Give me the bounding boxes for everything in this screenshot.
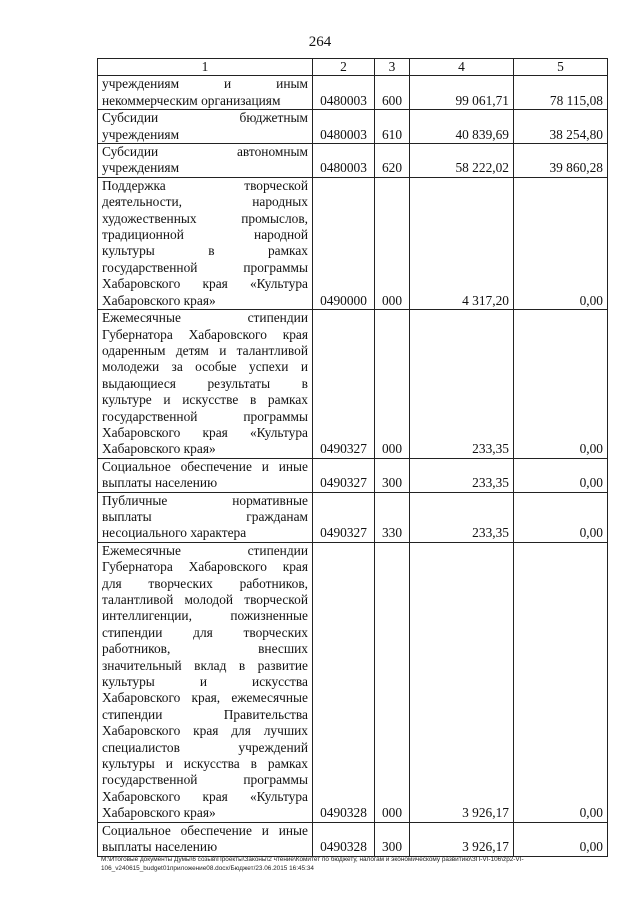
- row-name-line: выплаты населению: [102, 475, 218, 491]
- row-name-line: традиционной народной: [102, 227, 308, 243]
- row-name-line: Субсидии автономным: [102, 144, 308, 160]
- row-name-line: государственной программы: [102, 772, 308, 788]
- table-row: [98, 144, 608, 178]
- row-name-line: стипендии Правительства: [102, 706, 308, 722]
- row-name-line: Хабаровского края «Культура: [102, 276, 308, 292]
- table-row: [98, 492, 608, 542]
- row-code-cell: 0480003: [313, 110, 375, 144]
- footer-line-1: M:\Итоговые документы Думы\6 созыв\Проекты\Законы\2 чтение\Комитет по бюджету, налогам и экономическому развитию\ЗП-VI-106\zp2-VI-: [101, 856, 524, 863]
- table-row: [98, 76, 608, 110]
- row-value-col4-cell: 58 222,02: [410, 144, 514, 178]
- row-value-col4-cell: 3 926,17: [410, 542, 514, 822]
- row-name-line: работников, внесших: [102, 641, 308, 657]
- row-value-col4-cell: 3 926,17: [410, 822, 514, 856]
- row-code-cell: 0490000: [313, 177, 375, 309]
- table-header-row: [98, 59, 608, 76]
- row-name-line: культуры в рамках: [102, 243, 308, 259]
- row-name-line: интеллигенции, пожизненные: [102, 608, 308, 624]
- row-value-col5-cell: 0,00: [514, 458, 608, 492]
- row-name-cell: [98, 144, 313, 178]
- row-value-col4-cell: 99 061,71: [410, 76, 514, 110]
- row-name-cell: [98, 542, 313, 822]
- row-type-cell: 000: [375, 177, 410, 309]
- row-name-line: стипендии для творческих: [102, 624, 308, 640]
- header-col-1: 1: [98, 59, 313, 76]
- row-code-cell: 0490327: [313, 492, 375, 542]
- page-number: 264: [308, 34, 332, 50]
- row-type-cell: 600: [375, 76, 410, 110]
- table-row: [98, 542, 608, 822]
- row-code-cell: 0490328: [313, 542, 375, 822]
- row-name-line: культуры и искусства в рамках: [102, 756, 308, 772]
- row-value-col5-cell: 39 860,28: [514, 144, 608, 178]
- row-name-line: культуре и искусстве в рамках: [102, 392, 308, 408]
- row-value-col4-cell: 233,35: [410, 310, 514, 459]
- row-name-line: выдающиеся результаты в: [102, 375, 308, 391]
- row-name-line: Хабаровского края»: [102, 805, 216, 821]
- footer-line-2: 106_v240615_budget01приложение08.docx/Бюджет/23.06.2015 16:45:34: [101, 865, 314, 872]
- row-code-cell: 0490327: [313, 458, 375, 492]
- row-name-cell: [98, 110, 313, 144]
- row-name-cell: [98, 458, 313, 492]
- row-name-line: деятельности, народных: [102, 194, 308, 210]
- row-name-line: Хабаровского края»: [102, 292, 216, 308]
- row-name-line: молодежи за особые успехи и: [102, 359, 308, 375]
- row-name-line: Хабаровского края «Культура: [102, 788, 308, 804]
- row-name-line: специалистов учреждений: [102, 739, 308, 755]
- row-name-line: Губернатора Хабаровского края: [102, 559, 308, 575]
- row-value-col5-cell: 0,00: [514, 822, 608, 856]
- row-name-line: Публичные нормативные: [102, 492, 308, 508]
- row-value-col5-cell: 0,00: [514, 310, 608, 459]
- row-name-cell: [98, 177, 313, 309]
- row-name-line: некоммерческим организациям: [102, 92, 281, 108]
- budget-table: [97, 58, 608, 857]
- row-name-line: учреждениям: [102, 126, 180, 142]
- row-type-cell: 610: [375, 110, 410, 144]
- row-type-cell: 330: [375, 492, 410, 542]
- row-value-col5-cell: 78 115,08: [514, 76, 608, 110]
- header-col-4: 4: [410, 59, 514, 76]
- row-name-line: одаренным детям и талантливой: [102, 342, 308, 358]
- row-value-col4-cell: 233,35: [410, 458, 514, 492]
- row-value-col5-cell: 0,00: [514, 492, 608, 542]
- row-name-line: выплаты населению: [102, 839, 218, 855]
- row-name-line: Поддержка творческой: [102, 177, 308, 193]
- row-name-line: для творческих работников,: [102, 575, 308, 591]
- row-name-line: Хабаровского края для лучших: [102, 723, 308, 739]
- row-value-col4-cell: 40 839,69: [410, 110, 514, 144]
- row-code-cell: 0480003: [313, 144, 375, 178]
- row-name-line: талантливой молодой творческой: [102, 592, 308, 607]
- table-row: [98, 458, 608, 492]
- row-type-cell: 000: [375, 542, 410, 822]
- row-name-line: государственной программы: [102, 408, 308, 424]
- row-name-cell: [98, 310, 313, 459]
- row-value-col5-cell: 0,00: [514, 542, 608, 822]
- row-name-line: Губернатора Хабаровского края: [102, 326, 308, 342]
- row-name-line: учреждениям и иным: [102, 76, 308, 92]
- table-row: [98, 177, 608, 309]
- header-col-2: 2: [313, 59, 375, 76]
- row-code-cell: 0490328: [313, 822, 375, 856]
- row-value-col5-cell: 38 254,80: [514, 110, 608, 144]
- row-name-line: государственной программы: [102, 259, 308, 275]
- row-code-cell: 0490327: [313, 310, 375, 459]
- header-col-3: 3: [375, 59, 410, 76]
- table-row: [98, 110, 608, 144]
- row-code-cell: 0480003: [313, 76, 375, 110]
- row-type-cell: 300: [375, 822, 410, 856]
- row-name-cell: [98, 822, 313, 856]
- row-name-cell: [98, 492, 313, 542]
- row-name-line: Хабаровского края»: [102, 441, 216, 457]
- row-value-col5-cell: 0,00: [514, 177, 608, 309]
- row-name-line: Хабаровского края, ежемесячные: [102, 690, 308, 706]
- row-type-cell: 620: [375, 144, 410, 178]
- row-type-cell: 000: [375, 310, 410, 459]
- row-name-cell: [98, 76, 313, 110]
- row-name-line: Социальное обеспечение и иные: [102, 822, 308, 838]
- row-name-line: Ежемесячные стипендии: [102, 310, 308, 326]
- row-name-line: учреждениям: [102, 160, 180, 176]
- table-row: [98, 822, 608, 856]
- header-col-5: 5: [514, 59, 608, 76]
- row-name-line: значительный вклад в развитие: [102, 657, 308, 673]
- row-type-cell: 300: [375, 458, 410, 492]
- row-name-line: художественных промыслов,: [102, 210, 308, 226]
- row-value-col4-cell: 4 317,20: [410, 177, 514, 309]
- row-value-col4-cell: 233,35: [410, 492, 514, 542]
- row-name-line: Субсидии бюджетным: [102, 110, 308, 126]
- table-row: [98, 310, 608, 459]
- file-path-footer: [101, 855, 606, 873]
- row-name-line: Хабаровского края «Культура: [102, 424, 308, 440]
- row-name-line: Социальное обеспечение и иные: [102, 458, 308, 474]
- row-name-line: несоциального характера: [102, 525, 247, 541]
- row-name-line: Ежемесячные стипендии: [102, 542, 308, 558]
- row-name-line: выплаты гражданам: [102, 508, 308, 524]
- row-name-line: культуры и искусства: [102, 674, 308, 690]
